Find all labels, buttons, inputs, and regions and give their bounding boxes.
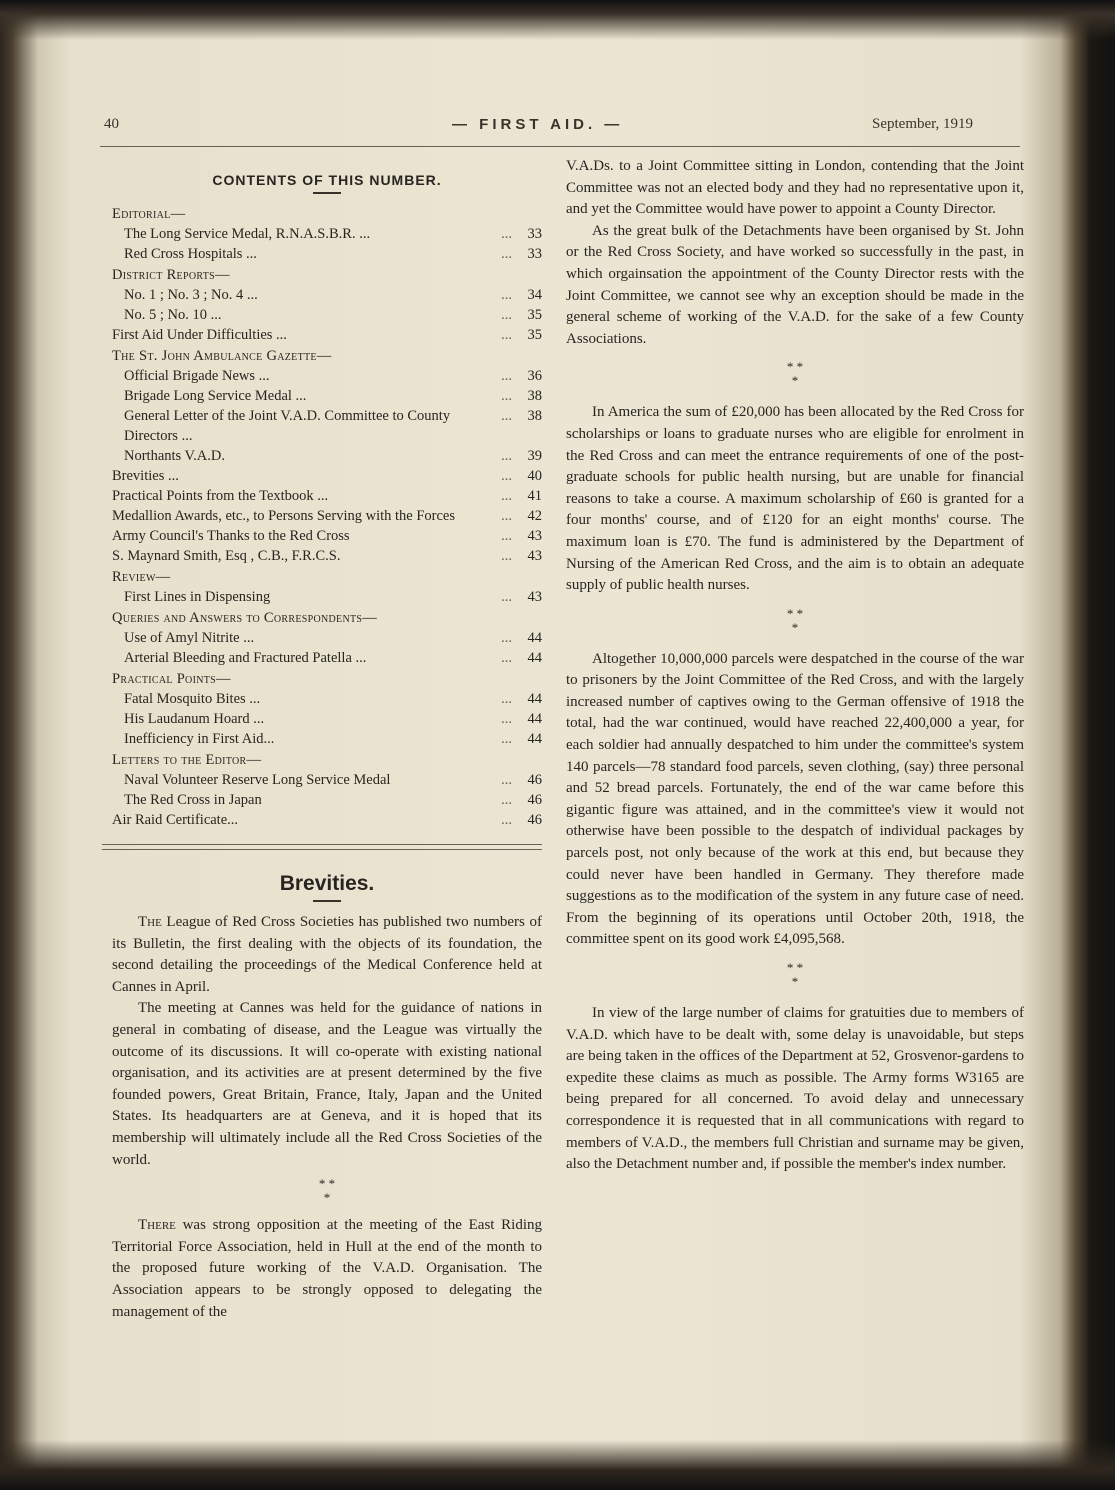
toc-entry-page: 42 xyxy=(527,508,542,524)
toc-entry-title: The Red Cross in Japan xyxy=(124,792,262,808)
paragraph: Altogether 10,000,000 parcels were despatched in the course of the war to prisoners by the Joint Committee of the Red Cross, and with the largely increased number of captives owing to the German offensive of 1918 the total, had the war continued, would have reached 22,400,000 a year, for each soldier had annually despatched to him under the committee's system 140 parcels—78 standard food parcels, seven clothing, (say) three personal and 52 bread parcels. Fortunately, the end of the war came before this gigantic figure was attained, and in the committee's view it would not otherwise have been possible to the despatch of individual packages by parcels post, not only because of the work at this end, but because they could never have been handled in Germany. They therefore made suggestions as to the modification of the system in any future case of need. From the beginning of its operations until October 20th, 1918, the committee spent on its good work £4,095,568. xyxy=(566,650,1024,948)
toc-entry-page: 35 xyxy=(527,307,542,323)
toc-section-heading: Queries and Answers to Correspondents— xyxy=(112,610,378,626)
toc-leader-dots: ... xyxy=(501,528,512,544)
toc-entry-title: Medallion Awards, etc., to Persons Serving with the Forces xyxy=(112,508,455,524)
toc-entry xyxy=(112,406,542,446)
toc-leader-dots: ... xyxy=(501,508,512,524)
toc-leader-dots: ... xyxy=(501,327,512,343)
right-column xyxy=(566,156,1024,1176)
toc-entry xyxy=(112,446,542,466)
issue-date: September, 1919 xyxy=(872,116,974,132)
toc-entry xyxy=(112,486,542,506)
toc-section-heading: Editorial— xyxy=(112,206,186,222)
toc-leader-dots: ... xyxy=(501,226,512,242)
toc-entry xyxy=(112,770,542,790)
toc-leader-dots: ... xyxy=(501,731,512,747)
toc-entry-title: Brevities ... xyxy=(112,468,179,484)
toc-entry-page: 44 xyxy=(527,731,542,747)
toc-entry xyxy=(112,366,542,386)
table-of-contents xyxy=(112,204,542,830)
toc-entry-page: 38 xyxy=(527,408,542,424)
toc-entry xyxy=(112,628,542,648)
toc-leader-dots: ... xyxy=(501,630,512,646)
paragraph: The meeting at Cannes was held for the guidance of nations in general in combating of disease, and the League was virtually the outcome of its discussions. It will co-operate with existing national organisation, and its activities are at present determined by the five founded powers, Great Britain, France, Italy, Japan and the United States. Its headquarters are at Geneva, and it is hoped that its membership will ultimately include all the Red Cross Societies of the world. xyxy=(112,1000,542,1168)
toc-entry-title: Air Raid Certificate... xyxy=(112,812,239,828)
paragraph: As the great bulk of the Detachments have been organised by St. John or the Red Cross Society, and have worked so successfully in the past, in which orgainsation the appointment of the County Director rests with the Joint Committee, we cannot see why an exception should be made in the general scheme of working of the V.A.D. for the sake of a few County Associations. xyxy=(566,222,1024,347)
toc-entry-page: 44 xyxy=(527,630,542,646)
toc-entry-page: 33 xyxy=(527,226,542,242)
toc-entry xyxy=(112,729,542,749)
toc-entry-title: No. 1 ; No. 3 ; No. 4 ... xyxy=(124,287,258,303)
toc-leader-dots: ... xyxy=(501,287,512,303)
toc-entry-title: Official Brigade News ... xyxy=(124,368,270,384)
toc-section-heading: District Reports— xyxy=(112,267,230,283)
toc-entry-title: General Letter of the Joint V.A.D. Committee to County Directors ... xyxy=(124,408,451,444)
toc-entry xyxy=(112,546,542,566)
paragraph: In America the sum of £20,000 has been allocated by the Red Cross for scholarships or loans to graduate nurses who are eligible for enrolment in the Red Cross and can meet the entrance requirements of one of the post-graduate schools for public health nursing, but are unable for financial reasons to take a course. A maximum scholarship of £60 is granted for a four months' course, and of £120 for an eight months' course. The maximum loan is £70. The fund is administered by the Department of Nursing of the American Red Cross, and the aim is to obtain an adequate supply of public health nurses. xyxy=(566,404,1024,594)
brevities-left-text xyxy=(112,912,542,1323)
toc-entry xyxy=(112,810,542,830)
toc-entry-title: Army Council's Thanks to the Red Cross xyxy=(112,528,350,544)
toc-entry-title: The Long Service Medal, R.N.A.S.B.R. ... xyxy=(124,226,371,242)
toc-entry-page: 44 xyxy=(527,691,542,707)
toc-leader-dots: ... xyxy=(501,650,512,666)
toc-entry-title: Red Cross Hospitals ... xyxy=(124,246,257,262)
toc-entry-title: S. Maynard Smith, Esq , C.B., F.R.C.S. xyxy=(112,548,341,564)
toc-entry-page: 43 xyxy=(527,548,542,564)
toc-entry-page: 35 xyxy=(527,327,542,343)
toc-entry xyxy=(112,506,542,526)
toc-entry-title: First Lines in Dispensing xyxy=(124,589,271,605)
toc-entry xyxy=(112,325,542,345)
toc-section-heading: The St. John Ambulance Gazette— xyxy=(112,348,332,364)
toc-entry xyxy=(112,224,542,244)
toc-entry-page: 38 xyxy=(527,388,542,404)
title-dash xyxy=(313,192,341,194)
toc-entry-title: Inefficiency in First Aid... xyxy=(124,731,275,747)
toc-leader-dots: ... xyxy=(501,772,512,788)
toc-entry xyxy=(112,587,542,607)
toc-entry-page: 34 xyxy=(527,287,542,303)
toc-leader-dots: ... xyxy=(501,589,512,605)
toc-leader-dots: ... xyxy=(501,448,512,464)
section-separator: * * * xyxy=(786,960,804,989)
toc-entry xyxy=(112,689,542,709)
toc-entry xyxy=(112,285,542,305)
toc-entry-title: Northants V.A.D. xyxy=(124,448,225,464)
toc-entry xyxy=(112,709,542,729)
toc-section-heading: Practical Points— xyxy=(112,671,231,687)
brevities-title: Brevities. xyxy=(279,872,375,895)
toc-entry-page: 36 xyxy=(527,368,542,384)
toc-entry-title: Practical Points from the Textbook ... xyxy=(112,488,329,504)
toc-entry-title: First Aid Under Difficulties ... xyxy=(112,327,287,343)
double-rule xyxy=(102,844,542,850)
toc-leader-dots: ... xyxy=(501,408,512,424)
scan-bottom-shadow xyxy=(0,1440,1115,1490)
toc-leader-dots: ... xyxy=(501,368,512,384)
toc-entry xyxy=(112,244,542,264)
toc-leader-dots: ... xyxy=(501,246,512,262)
toc-leader-dots: ... xyxy=(501,488,512,504)
toc-entry-title: His Laudanum Hoard ... xyxy=(124,711,265,727)
brevities-dash xyxy=(313,900,341,902)
toc-entry-title: Naval Volunteer Reserve Long Service Medal xyxy=(124,772,391,788)
toc-entry-title: Brigade Long Service Medal ... xyxy=(124,388,307,404)
paragraph: There was strong opposition at the meeting of the East Riding Territorial Force Association, held in Hull at the end of the month to the proposed future working of the V.A.D. Organisation. The Association appears to be strongly opposed to delegating the management of the xyxy=(112,1217,542,1320)
toc-section-heading: Review— xyxy=(112,569,171,585)
section-separator: * * * xyxy=(318,1176,336,1206)
paragraph: V.A.Ds. to a Joint Committee sitting in London, contending that the Joint Committee was not an elected body and they had no representative upon it, and yet the Committee would have power to appoint a County Director. xyxy=(566,158,1024,218)
contents-title: CONTENTS OF THIS NUMBER. xyxy=(212,172,442,188)
toc-entry-title: Arterial Bleeding and Fractured Patella ... xyxy=(124,650,367,666)
page-number: 40 xyxy=(104,116,119,132)
toc-entry-page: 44 xyxy=(527,711,542,727)
toc-entry-page: 46 xyxy=(527,812,542,828)
toc-entry-page: 46 xyxy=(527,772,542,788)
toc-leader-dots: ... xyxy=(501,792,512,808)
toc-entry-page: 40 xyxy=(527,468,542,484)
section-separator: * * * xyxy=(786,605,804,635)
section-separator: * * * xyxy=(786,359,804,389)
toc-leader-dots: ... xyxy=(501,388,512,404)
toc-entry-page: 39 xyxy=(527,448,542,464)
toc-entry xyxy=(112,648,542,668)
toc-entry-page: 33 xyxy=(527,246,542,262)
toc-leader-dots: ... xyxy=(501,691,512,707)
toc-entry xyxy=(112,386,542,406)
toc-entry-title: Use of Amyl Nitrite ... xyxy=(124,630,255,646)
scan-top-shadow xyxy=(0,0,1115,40)
toc-leader-dots: ... xyxy=(501,812,512,828)
toc-entry-page: 43 xyxy=(527,528,542,544)
journal-title: — FIRST AID. — xyxy=(452,116,624,133)
toc-entry-page: 43 xyxy=(527,589,542,605)
toc-entry-page: 46 xyxy=(527,792,542,808)
toc-entry-page: 41 xyxy=(527,488,542,504)
toc-leader-dots: ... xyxy=(501,711,512,727)
toc-entry-page: 44 xyxy=(527,650,542,666)
toc-leader-dots: ... xyxy=(501,307,512,323)
toc-entry xyxy=(112,790,542,810)
toc-entry xyxy=(112,526,542,546)
toc-entry xyxy=(112,305,542,325)
toc-entry-title: No. 5 ; No. 10 ... xyxy=(124,307,222,323)
paragraph: The League of Red Cross Societies has published two numbers of its Bulletin, the first dealing with the objects of its foundation, the second detailing the proceedings of the Medical Conference held at Cannes in April. xyxy=(112,914,542,995)
paragraph: In view of the large number of claims for gratuities due to members of V.A.D. which have to be dealt with, some delay is unavoidable, but steps are being taken in the offices of the Department at 52, Grosvenor-gardens to expedite these claims as much as possible. The Army forms W3165 are being prepared for all concerned. To avoid delay and unnecessary correspondence it is requested that in all communications with regard to members of V.A.D., the members full Christian and surname may be given, also the Detachment number and, if possible the member's index number. xyxy=(566,1005,1024,1173)
left-column xyxy=(112,160,542,1323)
toc-entry-title: Fatal Mosquito Bites ... xyxy=(124,691,261,707)
header-rule xyxy=(100,146,1020,147)
toc-section-heading: Letters to the Editor— xyxy=(112,752,262,768)
toc-leader-dots: ... xyxy=(501,468,512,484)
toc-entry xyxy=(112,466,542,486)
toc-leader-dots: ... xyxy=(501,548,512,564)
